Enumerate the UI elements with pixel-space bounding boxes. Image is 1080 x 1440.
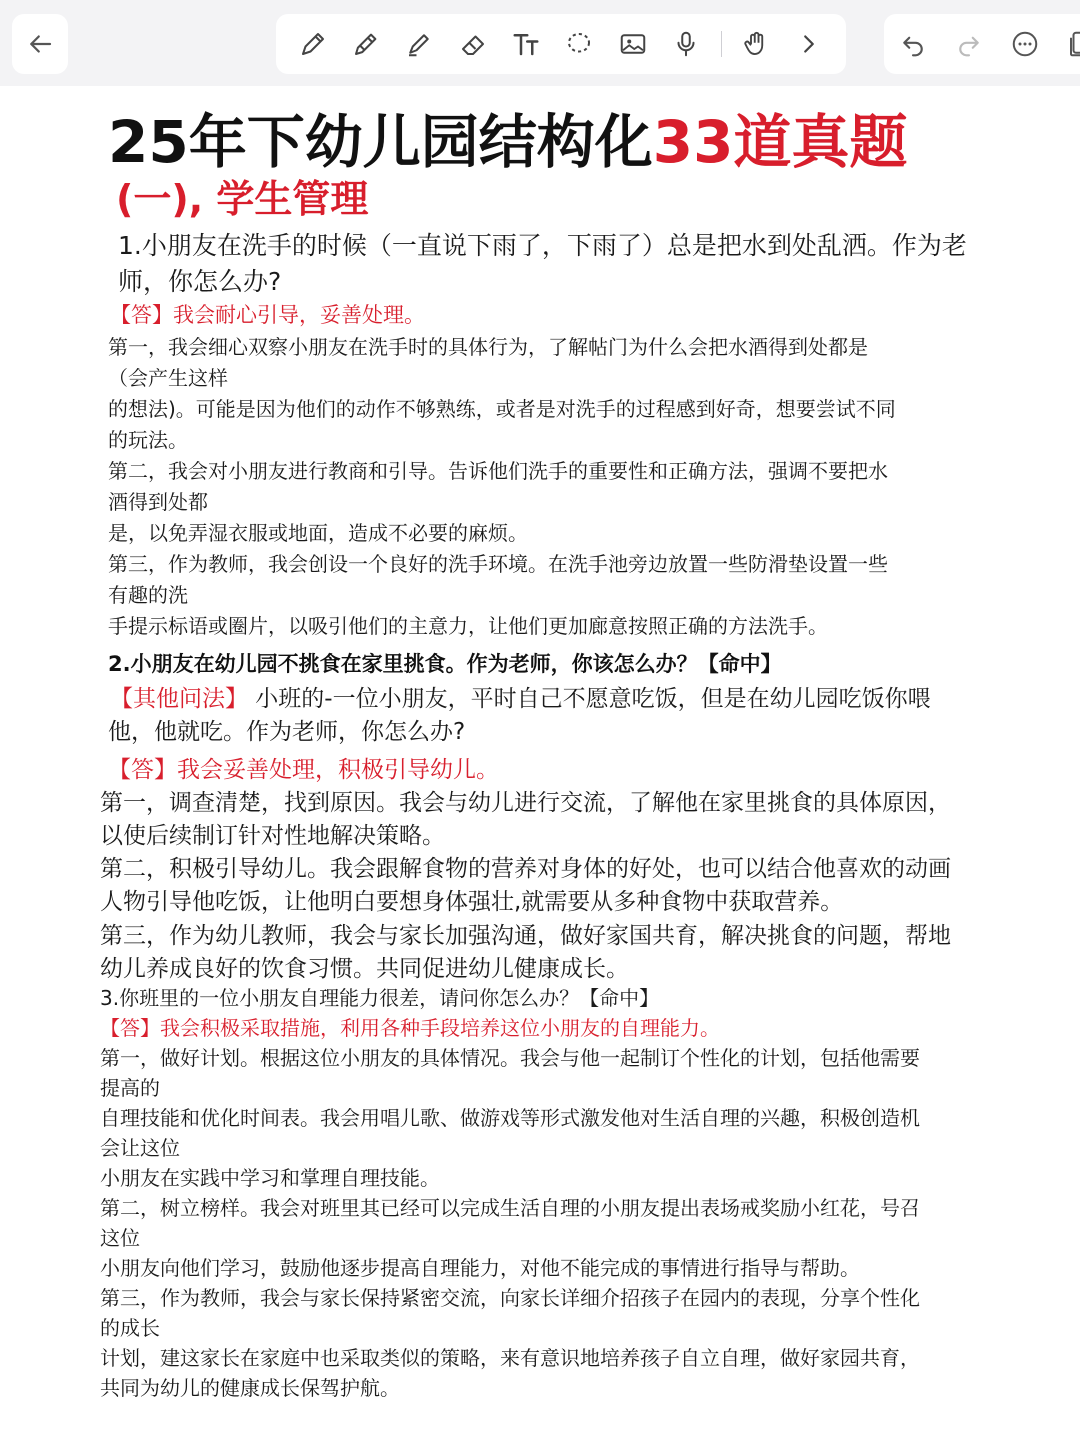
q3-p3-line1: 第三，作为教师，我会与家长保持紧密交流，向家长详细介招孩子在园内的表现，分享个性化 [100, 1286, 920, 1310]
q2-p3-line2: 幼儿养成良好的饮食习惯。共同促进幼儿健康成长。 [100, 956, 629, 982]
q3-p1-line3: 自理技能和优化时间表。我会用唱儿歌、做游戏等形式激发他对生活自理的兴趣，积极创造机 [100, 1106, 920, 1130]
q1-question-line1: 1.小朋友在洗手的时候（一直说下雨了，下雨了）总是把水到处乱洒。作为老 [118, 231, 967, 260]
q1-p2-line2: 酒得到处都 [108, 490, 208, 514]
eraser-icon[interactable] [454, 25, 492, 63]
top-toolbar [0, 0, 1080, 86]
q1-p3-line1: 第三，作为教师，我会创设一个良好的洗手环境。在洗手池旁边放置一些防滑垫设置一些 [108, 552, 888, 576]
chevron-right-icon[interactable] [790, 25, 828, 63]
q3-p2-line3: 小朋友向他们学习，鼓励他逐步提高自理能力，对他不能完成的事情进行指导与帮助。 [100, 1256, 860, 1280]
q1-p2-line1: 第二，我会对小朋友进行教商和引导。告诉他们洗手的重要性和正确方法，强调不要把水 [108, 459, 888, 483]
q2-other-line2: 他，他就吃。作为老师，你怎么办? [108, 719, 466, 745]
hand-icon[interactable] [737, 25, 775, 63]
q2-p1-line1: 第一，调查清楚，找到原因。我会与幼儿进行交流，了解他在家里挑食的具体原因， [100, 790, 951, 816]
title-red-part: 33道真题 [652, 108, 908, 176]
toolbar-divider [721, 31, 722, 57]
pages-icon[interactable] [1066, 25, 1080, 63]
pencil-icon[interactable] [347, 25, 385, 63]
q2-p1-line2: 以使后续制订针对性地解决策略。 [100, 823, 445, 849]
q3-p2-line1: 第二，树立榜样。我会对班里其已经可以完成生活自理的小朋友提出表场戒奖励小红花，号召 [100, 1196, 920, 1220]
q2-other-text: 小班的-一位小朋友，平时自己不愿意吃饭，但是在幼儿园吃饭你喂 [248, 686, 931, 712]
q3-p3-line2: 的成长 [100, 1316, 160, 1340]
q3-p2-line2: 这位 [100, 1226, 140, 1250]
q1-p3-line2: 有趣的洗 [108, 583, 188, 607]
back-arrow-icon [21, 25, 59, 63]
image-icon[interactable] [614, 25, 652, 63]
q1-p1-line3: 的想法)。可能是因为他们的动作不够熟练，或者是对洗手的过程感到好奇，想要尝试不同 [108, 397, 896, 421]
q1-answer: 【答】我会耐心引导，妥善处理。 [110, 303, 425, 327]
q3-p1-line2: 提高的 [100, 1076, 160, 1100]
q3-p3-line4: 共同为幼儿的健康成长保驾护航。 [100, 1376, 400, 1400]
q2-p2-line1: 第二，积极引导幼儿。我会跟解食物的营养对身体的好处，也可以结合他喜欢的动画 [100, 856, 951, 882]
action-bar [884, 14, 1080, 74]
q1-p2-line3: 是，以免弄湿衣服或地面，造成不必要的麻烦。 [108, 521, 528, 545]
microphone-icon[interactable] [667, 25, 705, 63]
q2-p2-line2: 人物引导他吃饭，让他明白要想身体强壮,就需要从多种食物中获取营养。 [100, 889, 844, 915]
section-heading: (一), 学生管理 [116, 177, 369, 221]
q2-other-tag: 【其他问法】 [110, 686, 248, 712]
highlighter-icon[interactable] [400, 25, 438, 63]
q3-p1-line4: 会让这位 [100, 1136, 180, 1160]
q3-p1-line5: 小朋友在实践中学习和掌理自理技能。 [100, 1166, 440, 1190]
lasso-icon[interactable] [560, 25, 598, 63]
undo-icon[interactable] [898, 25, 928, 63]
q1-p1-line1: 第一，我会细心双察小朋友在洗手时的具体行为，了解帖门为什么会把水酒得到处都是 [108, 335, 868, 359]
q3-answer: 【答】我会积极采取措施，利用各种手段培养这位小朋友的自理能力。 [100, 1016, 720, 1040]
drawing-tools-bar [276, 14, 846, 74]
q1-question-line2: 师，你怎么办? [118, 267, 282, 296]
more-icon[interactable] [1010, 25, 1040, 63]
q1-p3-line3: 手提示标语或圈片，以吸引他们的主意力，让他们更加廊意按照正确的方法洗手。 [108, 614, 828, 638]
redo-icon[interactable] [954, 25, 984, 63]
q2-answer: 【答】我会妥善处理，积极引导幼儿。 [108, 757, 499, 783]
pen-icon[interactable] [294, 25, 332, 63]
q3-p1-line1: 第一，做好计划。根据这位小朋友的具体情况。我会与他一起制订个性化的计划，包括他需要 [100, 1046, 920, 1070]
q2-question: 2.小朋友在幼儿园不挑食在家里挑食。作为老师，你该怎么办？【命中】 [108, 652, 782, 676]
q2-p3-line1: 第三，作为幼儿教师，我会与家长加强沟通，做好家国共育，解决挑食的问题，帮地 [100, 923, 951, 949]
q1-p1-line4: 的玩法。 [108, 428, 188, 452]
q3-p3-line3: 计划，建这家长在家庭中也采取类似的策略，来有意识地培养孩子自立自理，做好家园共育， [100, 1346, 920, 1370]
q1-p1-line2: （会产生这样 [108, 366, 228, 390]
q3-question: 3.你班里的一位小朋友自理能力很差，请问你怎么办？【命中】 [100, 986, 660, 1010]
page-title [108, 104, 1008, 180]
text-tool-icon[interactable] [507, 25, 545, 63]
back-button[interactable] [12, 14, 68, 74]
title-black-part: 25年下幼儿园结构化 [108, 108, 653, 176]
q2-other-line1 [110, 682, 931, 716]
